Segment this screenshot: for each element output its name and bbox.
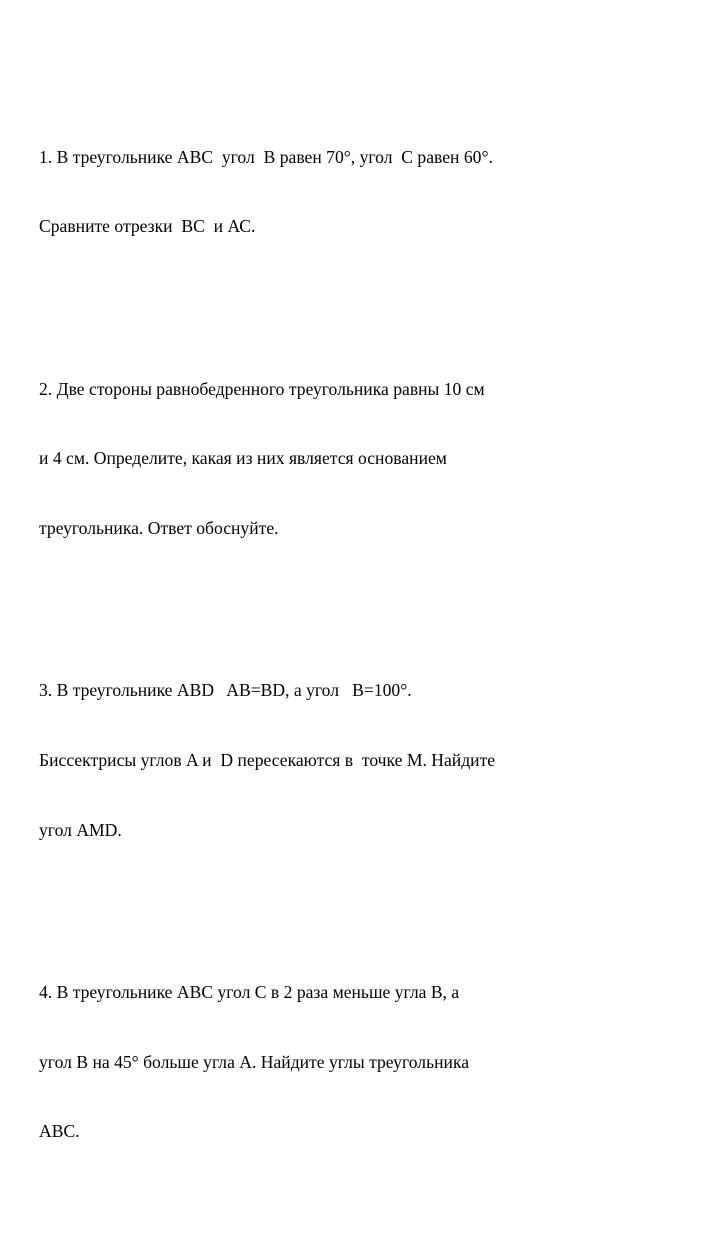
problem-2: [39, 331, 679, 586]
problem-2-line-1: 2. Две стороны равнобедренного треугольника равны 10 см: [39, 378, 485, 399]
problem-3-line-3: угол AMD.: [39, 819, 122, 840]
problem-1: [39, 99, 679, 285]
problem-1-line-2: Сравните отрезки ВС и АС.: [39, 216, 256, 237]
problem-3-line-2: Биссектрисы углов A и D пересекаются в точке M. Найдите: [39, 750, 496, 770]
problem-4: [39, 935, 679, 1190]
problem-3: [39, 633, 679, 888]
problem-2-line-2: и 4 см. Определите, какая из них является основанием: [39, 448, 447, 469]
problem-1-line-1: 1. В треугольнике АВС угол В равен 70°, угол С равен 60°.: [39, 146, 493, 167]
problem-4-line-3: АВС.: [39, 1121, 80, 1142]
problem-4-line-1: 4. В треугольнике АВС угол С в 2 раза меньше угла В, а: [39, 982, 460, 1002]
problem-2-line-3: треугольника. Ответ обоснуйте.: [39, 518, 279, 538]
problem-list: [39, 53, 679, 1236]
problem-4-line-2: угол В на 45° больше угла А. Найдите углы треугольника: [39, 1051, 470, 1072]
problem-3-line-1: 3. В треугольнике ABD AB=BD, а угол B=100°.: [39, 680, 412, 701]
